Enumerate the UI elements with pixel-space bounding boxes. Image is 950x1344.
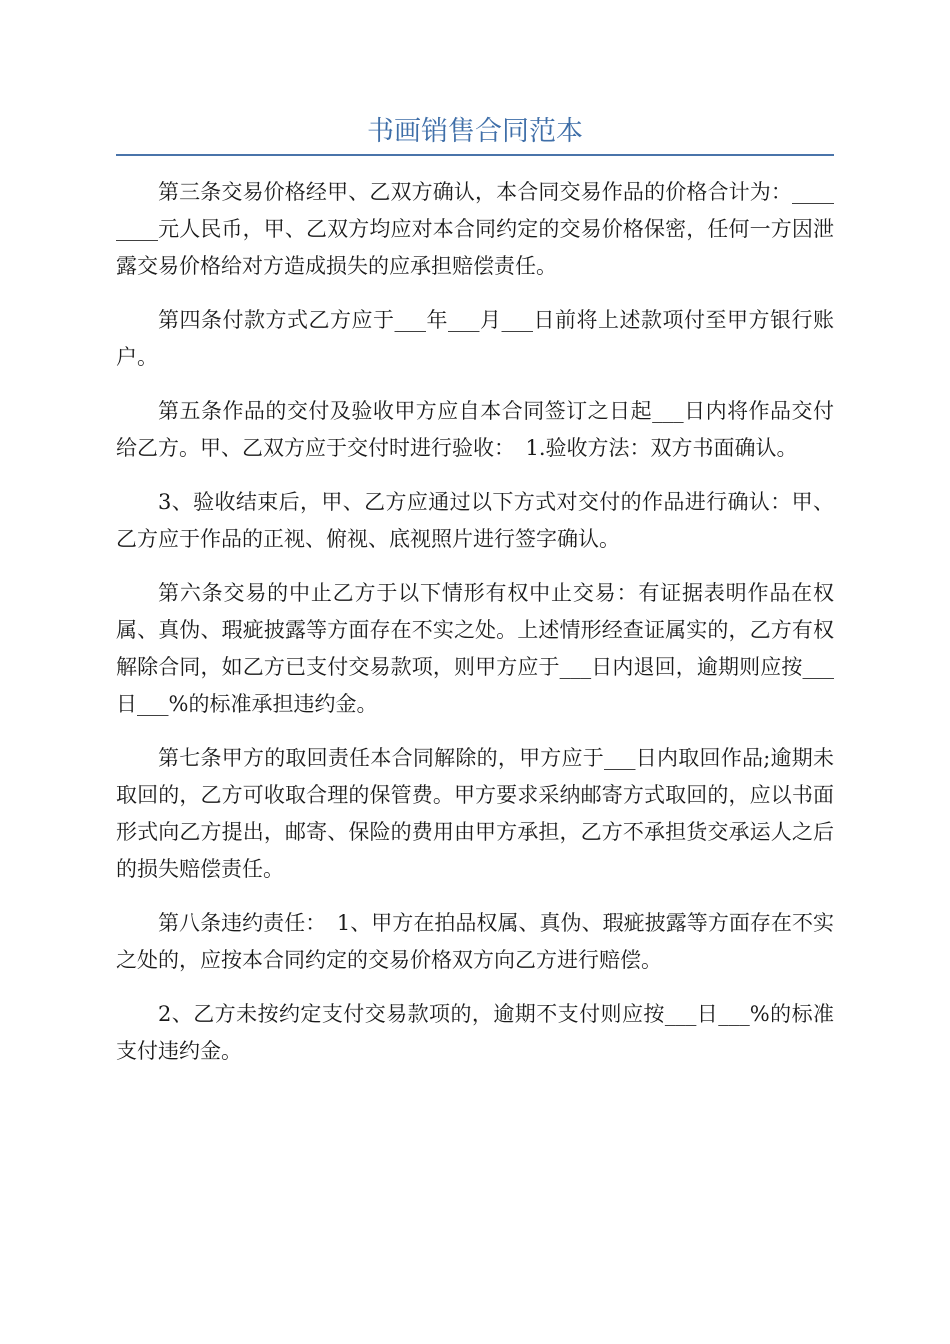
document-body bbox=[116, 174, 834, 1087]
clause-5-confirmation: 3、验收结束后，甲、乙方应通过以下方式对交付的作品进行确认：甲、乙方应于作品的正视、俯视、底视照片进行签字确认。 bbox=[116, 490, 834, 551]
clause-3-price: 第三条交易价格经甲、乙双方确认，本合同交易作品的价格合计为：________元人民币，甲、乙双方均应对本合同约定的交易价格保密，任何一方因泄露交易价格给对方造成损失的应承担赔偿责任。 bbox=[116, 180, 834, 278]
clause-8-liability: 第八条违约责任： 1、甲方在拍品权属、真伪、瑕疵披露等方面存在不实之处的，应按本合同约定的交易价格双方向乙方进行赔偿。 bbox=[116, 911, 834, 972]
clause-8-late-payment: 2、乙方未按约定支付交易款项的，逾期不支付则应按___日___%的标准支付违约金。 bbox=[116, 1002, 834, 1063]
title-underline bbox=[116, 154, 834, 156]
clause-7-retrieval: 第七条甲方的取回责任本合同解除的，甲方应于___日内取回作品;逾期未取回的，乙方可收取合理的保管费。甲方要求采纳邮寄方式取回的，应以书面形式向乙方提出，邮寄、保险的费用由甲方承担，乙方不承担货交承运人之后的损失赔偿责任。 bbox=[116, 746, 834, 881]
clause-6-suspension: 第六条交易的中止乙方于以下情形有权中止交易：有证据表明作品在权属、真伪、瑕疵披露等方面存在不实之处。上述情形经查证属实的，乙方有权解除合同，如乙方已支付交易款项，则甲方应于___日内退回，逾期则应按___日___%的标准承担违约金。 bbox=[116, 581, 834, 716]
clause-5-delivery: 第五条作品的交付及验收甲方应自本合同签订之日起___日内将作品交付给乙方。甲、乙双方应于交付时进行验收： 1.验收方法：双方书面确认。 bbox=[116, 399, 834, 460]
document-title: 书画销售合同范本 bbox=[367, 116, 583, 147]
clause-4-payment: 第四条付款方式乙方应于___年___月___日前将上述款项付至甲方银行账户。 bbox=[116, 308, 834, 369]
